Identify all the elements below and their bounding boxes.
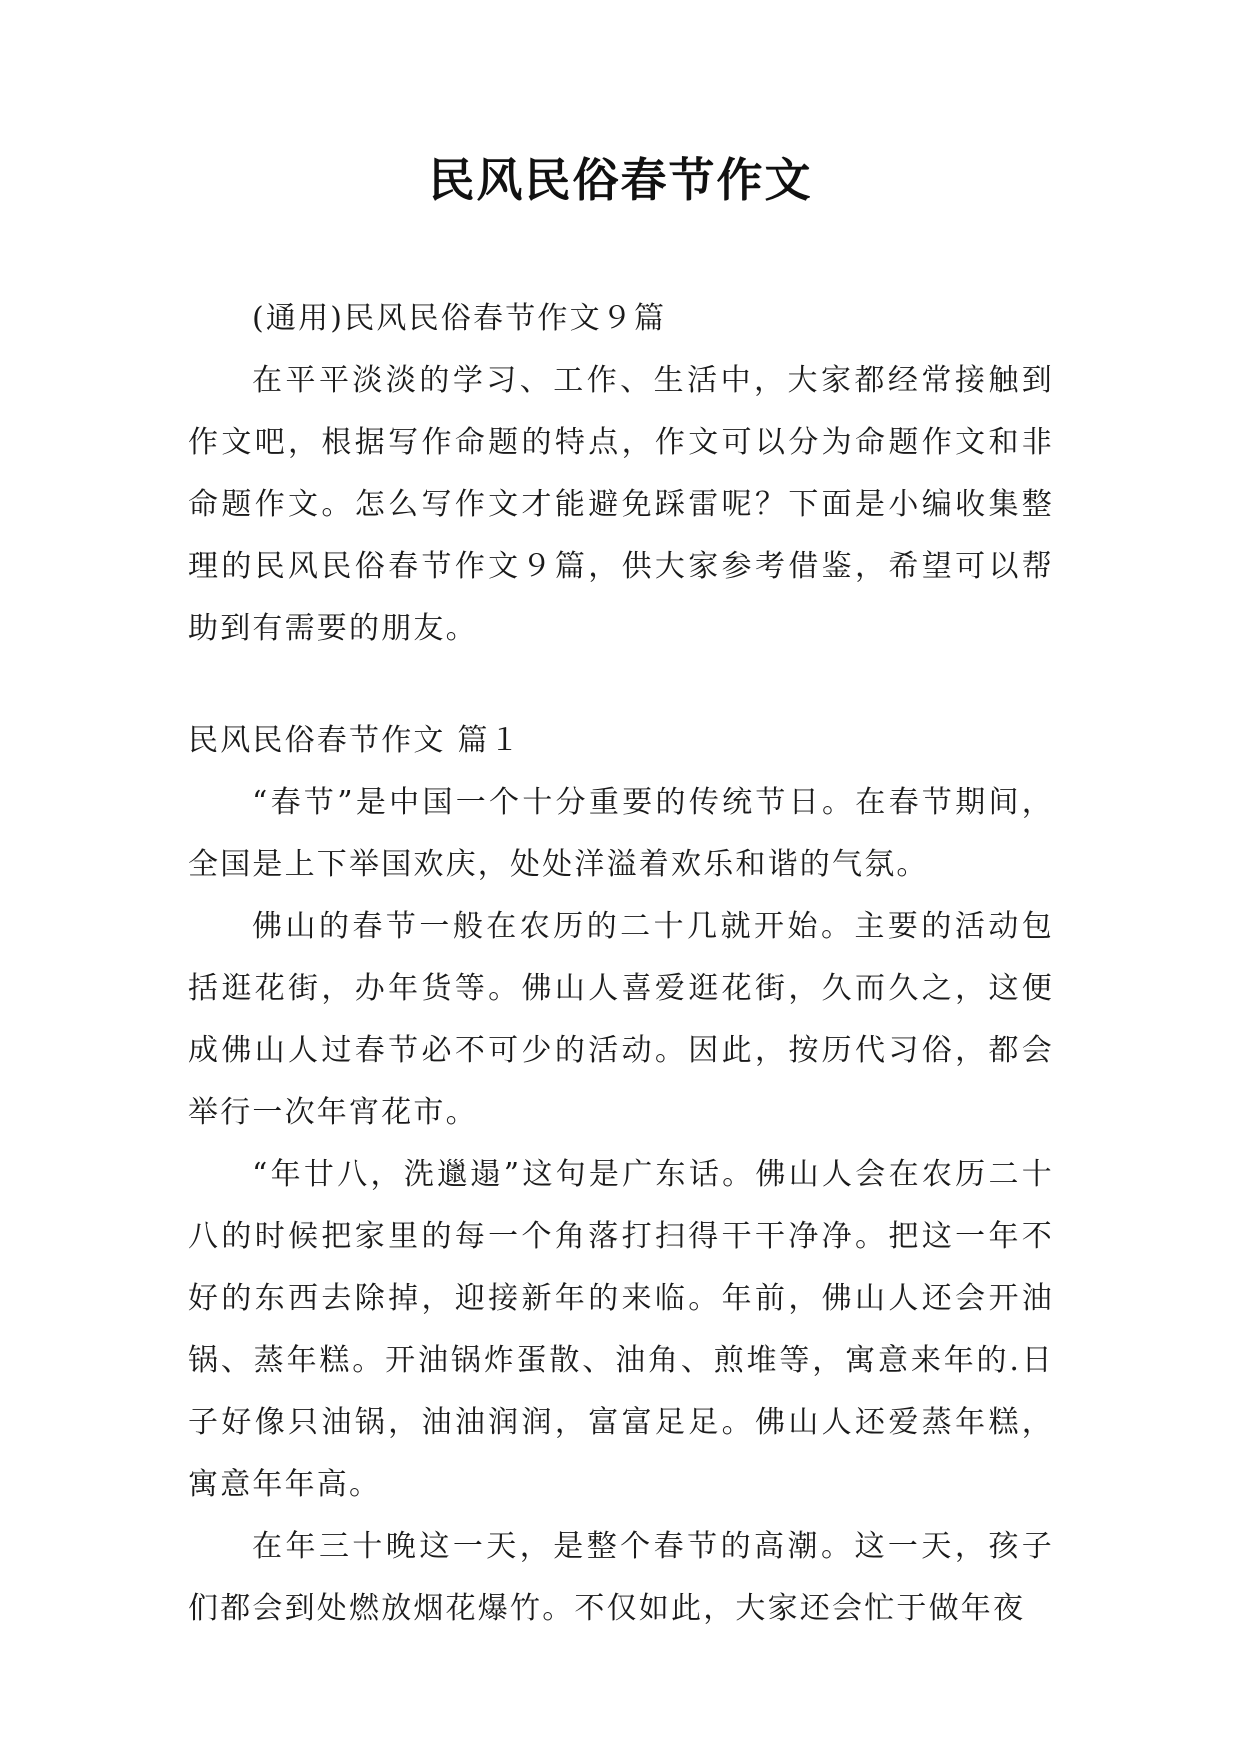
body-paragraph: 佛山的春节一般在农历的二十几就开始。主要的活动包括逛花街，办年货等。佛山人喜爱逛花街，久而久之，这便成佛山人过春节必不可少的活动。因此，按历代习俗，都会举行一次年宵花市。 — [188, 909, 1054, 1130]
body-paragraph: “春节”是中国一个十分重要的传统节日。在春节期间，全国是上下举国欢庆，处处洋溢着欢乐和谐的气氛。 — [188, 785, 1054, 882]
body-paragraph: 在年三十晚这一天，是整个春节的高潮。这一天，孩子们都会到处燃放烟花爆竹。不仅如此，大家还会忙于做年夜 — [188, 1529, 1054, 1626]
document-body — [188, 288, 1054, 1640]
body-paragraph: “年廿八，洗邋遢”这句是广东话。佛山人会在农历二十八的时候把家里的每一个角落打扫得干干净净。把这一年不好的东西去除掉，迎接新年的来临。年前，佛山人还会开油锅、蒸年糕。开油锅炸蛋散、油角、煎堆等，寓意来年的.日子好像只油锅，油油润润，富富足足。佛山人还爱蒸年糕，寓意年年高。 — [188, 1157, 1054, 1502]
document-subtitle: (通用)民风民俗春节作文９篇 — [252, 301, 667, 336]
intro-paragraph: 在平平淡淡的学习、工作、生活中，大家都经常接触到作文吧，根据写作命题的特点，作文可以分为命题作文和非命题作文。怎么写作文才能避免踩雷呢？下面是小编收集整理的民风民俗春节作文９篇，供大家参考借鉴，希望可以帮助到有需要的朋友。 — [188, 363, 1054, 646]
section-heading: 民风民俗春节作文 篇１ — [188, 723, 522, 758]
document-title: 民风民俗春节作文 — [428, 153, 813, 207]
